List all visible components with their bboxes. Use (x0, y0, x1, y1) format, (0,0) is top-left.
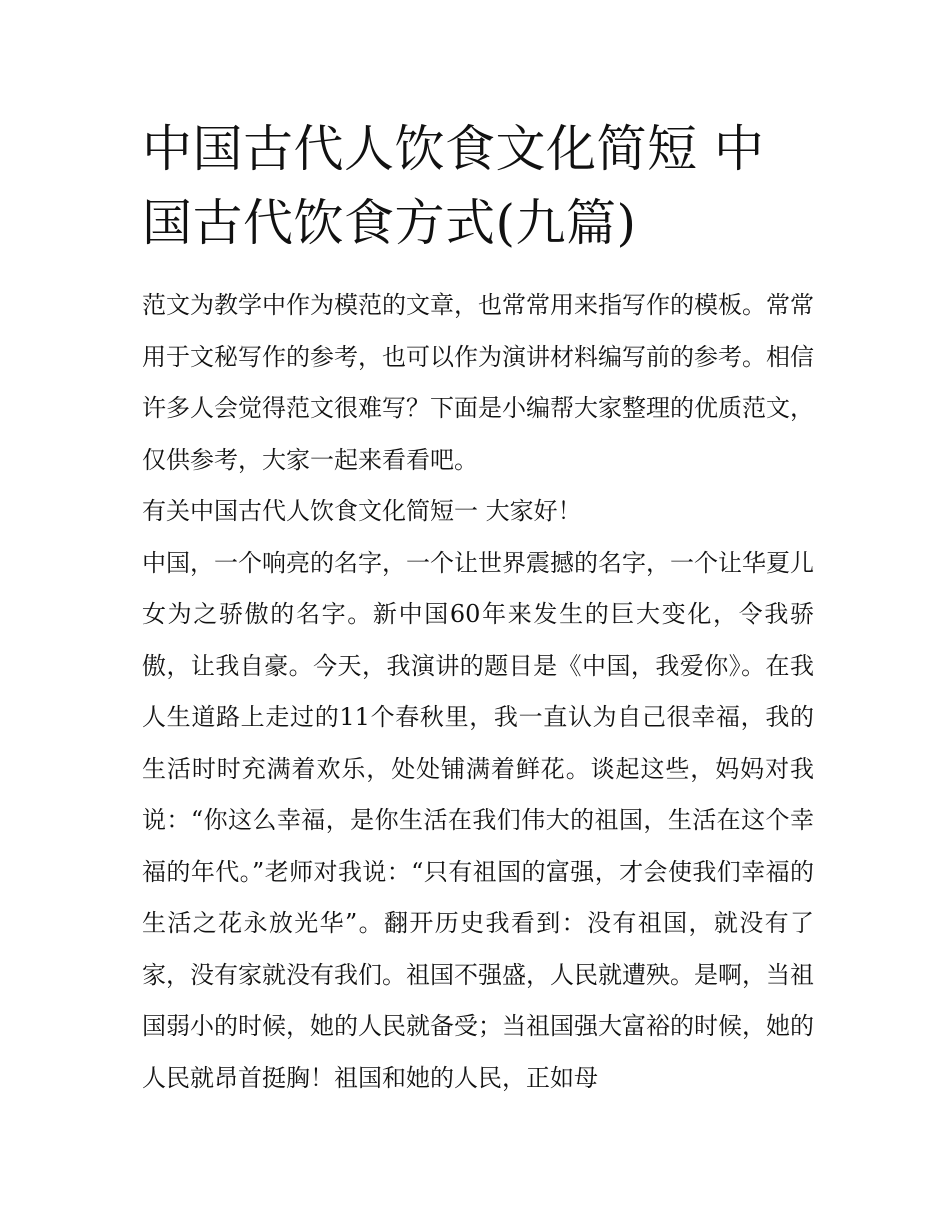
body-paragraph: 中国，一个响亮的名字，一个让世界震撼的名字，一个让华夏儿女为之骄傲的名字。新中国60年来发生的巨大变化，令我骄傲，让我自豪。今天，我演讲的题目是《中国，我爱你》。在我人生道路上走过的11个春秋里，我一直认为自己很幸福，我的生活时时充满着欢乐，处处铺满着鲜花。谈起这些，妈妈对我说：“你这么幸福，是你生活在我们伟大的祖国，生活在这个幸福的年代。”老师对我说：“只有祖国的富强，才会使我们幸福的生活之花永放光华”。翻开历史我看到：没有祖国，就没有了家，没有家就没有我们。祖国不强盛，人民就遭殃。是啊，当祖国弱小的时候，她的人民就备受；当祖国强大富裕的时候，她的人民就昂首挺胸！祖国和她的人民，正如母 (142, 548, 814, 1092)
document-body (142, 112, 814, 1104)
document-title: 中国古代人饮食文化简短 中国古代饮食方式(九篇) (142, 120, 765, 252)
section-heading-paragraph: 有关中国古代人饮食文化简短一 大家好！ (142, 497, 582, 525)
intro-paragraph: 范文为教学中作为模范的文章，也常常用来指写作的模板。常常用于文秘写作的参考，也可以作为演讲材料编写前的参考。相信许多人会觉得范文很难写？下面是小编帮大家整理的优质范文，仅供参考，大家一起来看看吧。 (142, 291, 814, 474)
